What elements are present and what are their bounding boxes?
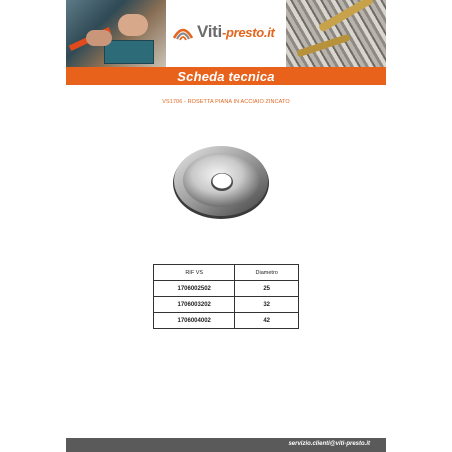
brand-accent: -presto.it (221, 25, 275, 40)
table-cell-diameter: 32 (235, 297, 299, 313)
table-row (154, 281, 299, 297)
page-title: Scheda tecnica (177, 68, 275, 84)
datasheet-page (66, 0, 386, 452)
brand-main: Viti (197, 22, 222, 41)
brand-name (197, 22, 275, 42)
table-row (154, 297, 299, 313)
product-name: VS1706 - ROSETTA PIANA IN ACCIAIO ZINCATO (162, 99, 290, 105)
column-header: Diametro (235, 265, 299, 281)
footer-email-link[interactable]: servizio.clienti@viti-presto.it (288, 441, 370, 447)
workshop-photo (66, 0, 166, 67)
spec-table (153, 264, 299, 329)
table-header-row (154, 265, 299, 281)
brand-logo[interactable] (172, 20, 282, 46)
column-header: RIF VS (154, 265, 235, 281)
title-bar (66, 67, 386, 85)
header-banner (66, 0, 386, 67)
washer-image (171, 140, 271, 220)
table-cell-diameter: 42 (235, 313, 299, 329)
table-cell-diameter: 25 (235, 281, 299, 297)
footer-bar (66, 438, 386, 452)
table-cell-code: 1706004002 (154, 313, 235, 329)
screws-photo (286, 0, 386, 67)
table-row (154, 313, 299, 329)
logo-arcs-icon (172, 22, 194, 44)
table-cell-code: 1706003202 (154, 297, 235, 313)
table-cell-code: 1706002502 (154, 281, 235, 297)
